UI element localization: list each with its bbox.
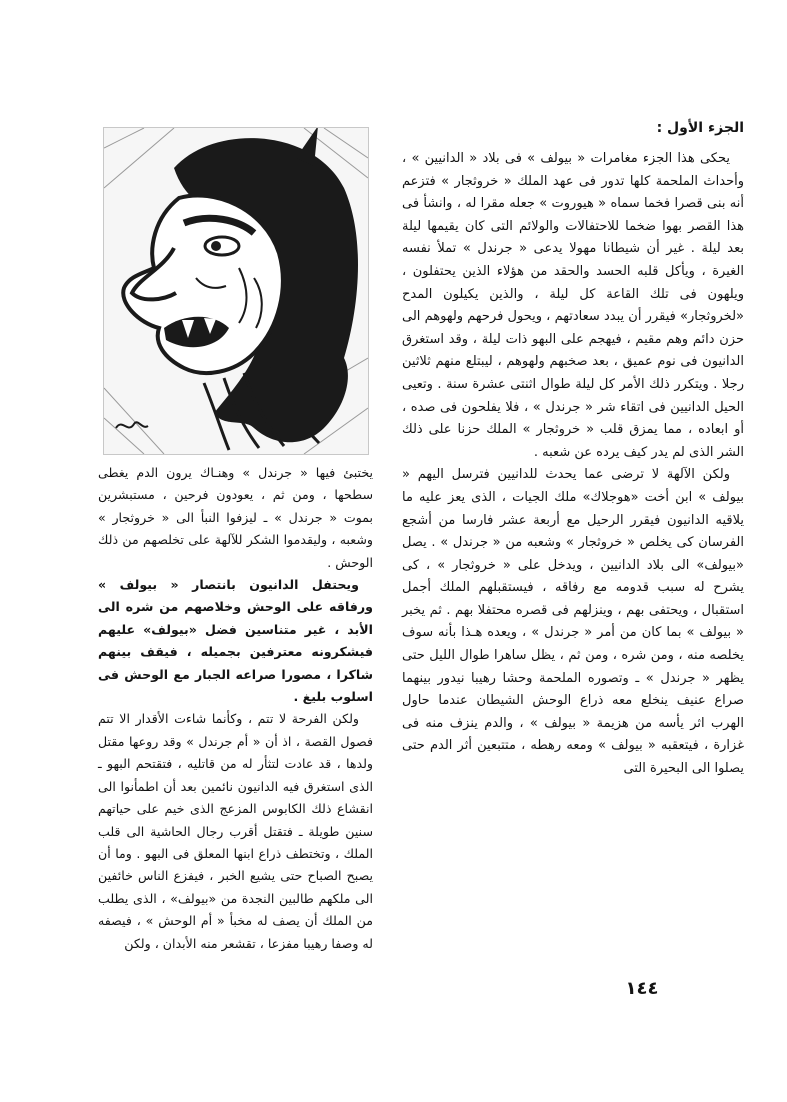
monster-illustration [103,127,369,455]
left-column [98,462,373,955]
page-number: ١٤٤ [625,978,659,999]
monster-face-icon [104,128,368,454]
eye-shape [205,237,239,255]
artist-signature [116,422,148,428]
paragraph: ولكن الآلهة لا ترضى عما يحدث للدانيين فترسل اليهم « بيولف » ابن أخت «هوجلاك» ملك الجيات ، الذى يعز عليه ما يلاقيه الدانيون فيقرر الرحيل مع أربعة عشر فارسا من أشجع الفرسان كى يخلص « خروثجار » وشعبه من « جرندل » . يصل «بيولف» الى بلاد الدانيين ، ويدخل على « خروثجار » ، كى يشرح له سبب قدومه مع رفاقه ، فيستقبلهم الملك أجمل استقبال ، ويحتفى بهم ، وينزلهم فى قصره محتفلا بهم . ثم يخبر « بيولف » بما كان من أمر « جرندل » ، ويعده هـذا بأنه سوف يخلصه منه ، ومن شره ، ومن ثم ، يظل ساهرا طوال الليل حتى يظهر « جرندل » ـ وتصوره الملحمة وحشا رهيبا نيدور بينهما صراع عنيف ينخلع معه ذراع الوحش الشيطان عندما حاول الهرب اثر يأسه من هزيمة « بيولف » ، والدم ينزف منه فى غزارة ، فيتعقبه « بيولف » ومعه رهطه ، متتبعين أثر الدم حتى يصلوا الى البحيرة التى [402,467,744,777]
paragraph: يحكى هذا الجزء مغامرات « بيولف » فى بلاد « الدانيين » ، وأحداث الملحمة كلها تدور فى عهد الملك « خروثجار » فتزعم أنه بنى قصرا فخما سماه « هيوروت » جعله مقرا له ، وانشأ فى هذا القصر بهوا ضخما للاحتفالات والولائم التى كان يقيمها ليلة بعد ليلة . غير أن شيطانا مهولا يدعى « جرندل » تملأ نفسه الغيرة ، ويأكل قلبه الحسد والحقد من هؤلاء الذين يحتفلون ، ويلهون فى تلك القاعة كل ليلة ، والذين يكيلون المدح «لخروثجار» فيقرر أن يبدد سعادتهم ، ويحول فرحهم ولهوهم الى حزن دائم وهم مقيم ، فيهجم على البهو ذات ليلة ، وقد استغرق الدانيون فى نوم عميق ، بعد صخبهم ولهوهم ، ليبتلع منهم ثلاثين رجلا . ويتكرر ذلك الأمر كل ليلة طوال اثنتى عشرة سنة . وتعيى الحيل الدانيين فى اتقاء شر « جرندل » ، فلا يفلحون فى صده ، أو ابعاده ، مما يمزق قلب « خروثجار » الملك حزنا على ذلك الشر الذى لم يدر كيف يرده عن شعبه . [402,151,744,460]
right-column [402,118,744,781]
paragraph: يختبئ فيها « جرندل » وهنـاك يرون الدم يغطى سطحها ، ومن ثم ، يعودون فرحين ، مستبشرين بموت « جرندل » ـ ليزفوا النبأ الى « خروثجار » وشعبه ، وليقدموا الشكر للآلهة على تخلصهم من ذلك الوحش . [98,465,373,570]
paragraph: ولكن الفرحة لا تتم ، وكأنما شاءت الأقدار الا تتم فصول القصة ، اذ أن « أم جرندل » وقد روعها مقتل ولدها ، قد عادت لتثأر له من قاتليه ، فتقتحم البهو ـ الذى استغرق فيه الدانيون نائمين بعد أن اطمأنوا الى انقشاع ذلك الكابوس المزعج الذى خيم على حياتهم سنين طويلة ـ فتقتل أقرب رجال الحاشية الى قلب الملك ، وتختطف ذراع ابنها المعلق فى البهو . وما أن يصبح الصباح حتى يشيع الخبر ، فيفزع الناس خائفين الى ملكهم طالبين النجدة من «بيولف» ، الذى يطلب من الملك أن يصف له مخبأ « أم الوحش » ، فيصفه له وصفا رهيبا مفزعا ، تقشعر منه الأبدان ، ولكن [98,711,373,951]
bold-paragraph: ويحتفل الدانيون بانتصار « بيولف » ورفاقه على الوحش وخلاصهم من شره الى الأبد ، غير متناسين فضل «بيولف» عليهم فيشكرونه معترفين بجميله ، فيقف بينهم شاكرا ، مصورا صراعه الجبار مع الوحش فى اسلوب بليغ . [98,577,373,705]
section-heading: الجزء الأول : [656,120,744,136]
